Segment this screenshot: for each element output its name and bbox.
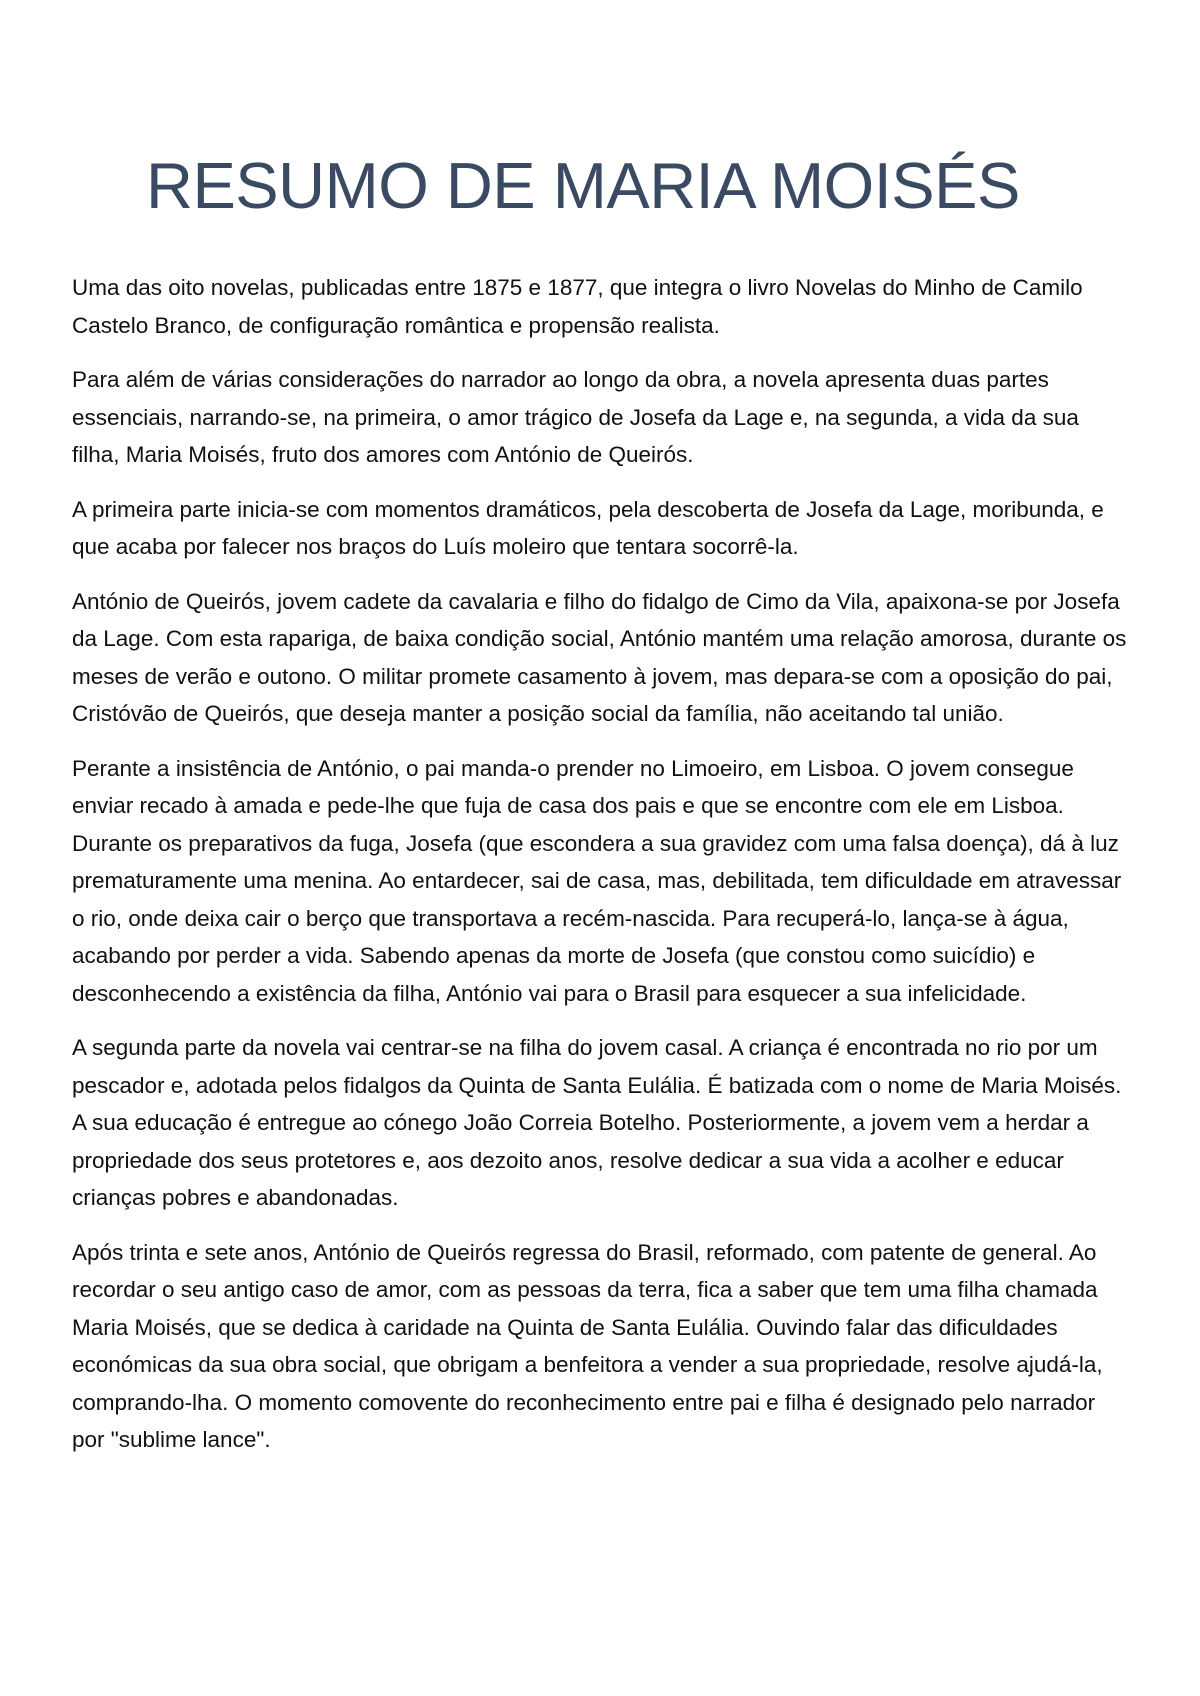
paragraph-intro: Uma das oito novelas, publicadas entre 1875 e 1877, que integra o livro Novelas do Minho de Camilo Castelo Branco, de configuração romântica e propensão realista. [72, 275, 1083, 338]
paragraph-antonio: António de Queirós, jovem cadete da cavalaria e filho do fidalgo de Cimo da Vila, apaixona-se por Josefa da Lage. Com esta rapariga, de baixa condição social, António mantém uma relação amorosa, durante os meses de verão e outono. O militar promete casamento à jovem, mas depara-se com a oposição do pai, Cristóvão de Queirós, que deseja manter a posição social da família, não aceitando tal união. [72, 588, 1127, 726]
paragraph-structure: Para além de várias considerações do narrador ao longo da obra, a novela apresenta duas partes essenciais, narrando-se, na primeira, o amor trágico de Josefa da Lage e, na segunda, a vida da sua filha, Maria Moisés, fruto dos amores com António de Queirós. [72, 367, 1079, 467]
document-body [72, 269, 1132, 1476]
document-title: RESUMO DE MARIA MOISÉS [146, 149, 1020, 222]
paragraph-return: Após trinta e sete anos, António de Queirós regressa do Brasil, reformado, com patente de general. Ao recordar o seu antigo caso de amor, com as pessoas da terra, fica a saber que tem uma filha chamada Maria Moisés, que se dedica à caridade na Quinta de Santa Eulália. Ouvindo falar das dificuldades económicas da sua obra social, que obrigam a benfeitora a vender a sua propriedade, resolve ajudá-la, comprando-lha. O momento comovente do reconhecimento entre pai e filha é designado pelo narrador por "sublime lance". [72, 1239, 1103, 1452]
paragraph-escape: Perante a insistência de António, o pai manda-o prender no Limoeiro, em Lisboa. O jovem consegue enviar recado à amada e pede-lhe que fuja de casa dos pais e que se encontre com ele em Lisboa. Durante os preparativos da fuga, Josefa (que escondera a sua gravidez com uma falsa doença), dá à luz prematuramente uma menina. Ao entardecer, sai de casa, mas, debilitada, tem dificuldade em atravessar o rio, onde deixa cair o berço que transportava a recém-nascida. Para recuperá-lo, lança-se à água, acabando por perder a vida. Sabendo apenas da morte de Josefa (que constou como suicídio) e desconhecendo a existência da filha, António vai para o Brasil para esquecer a sua infelicidade. [72, 755, 1122, 1006]
paragraph-first-part: A primeira parte inicia-se com momentos dramáticos, pela descoberta de Josefa da Lage, moribunda, e que acaba por falecer nos braços do Luís moleiro que tentara socorrê-la. [72, 496, 1104, 559]
paragraph-second-part: A segunda parte da novela vai centrar-se na filha do jovem casal. A criança é encontrada no rio por um pescador e, adotada pelos fidalgos da Quinta de Santa Eulália. É batizada com o nome de Maria Moisés. A sua educação é entregue ao cónego João Correia Botelho. Posteriormente, a jovem vem a herdar a propriedade dos seus protetores e, aos dezoito anos, resolve dedicar a sua vida a acolher e educar crianças pobres e abandonadas. [72, 1035, 1122, 1210]
